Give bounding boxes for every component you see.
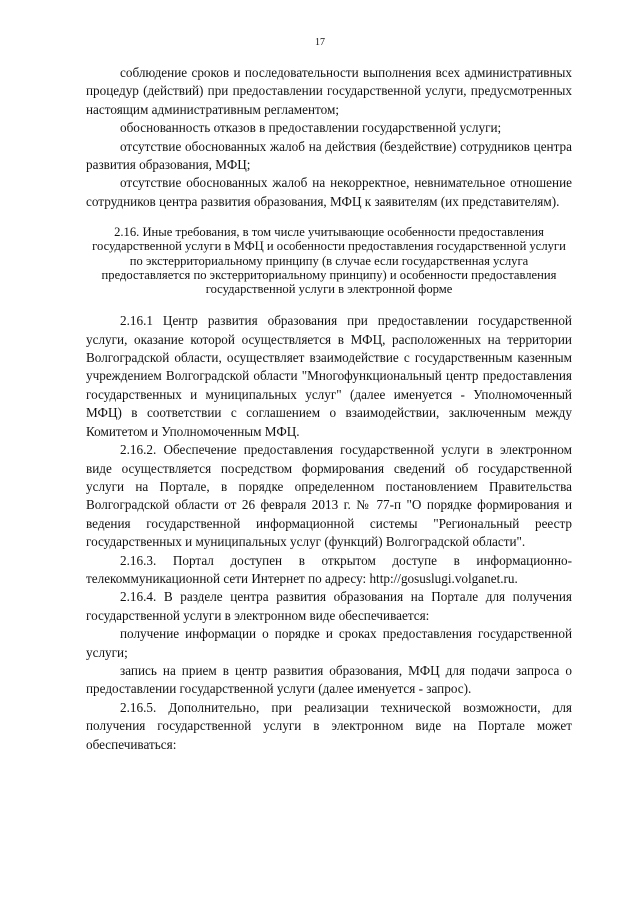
paragraph-2-16-5: 2.16.5. Дополнительно, при реализации технической возможности, для получения государственной услуги в электронном виде на Портале может обеспечиваться: xyxy=(86,699,576,752)
paragraph-appointment: запись на прием в центр развития образования, МФЦ для подачи запроса о предоставлении государственной услуги (далее именуется - запрос). xyxy=(86,662,576,697)
paragraph-no-complaints-actions: отсутствие обоснованных жалоб на действия (бездействие) сотрудников центра развития образования, МФЦ; xyxy=(86,138,576,173)
paragraph-info-receipt: получение информации о порядке и сроках предоставления государственной услуги; xyxy=(86,626,576,660)
document-body xyxy=(86,64,576,754)
paragraph-deadlines: соблюдение сроков и последовательности выполнения всех административных процедур (действий) при предоставлении государственной услуги, предусмотренных настоящим административным регламентом; xyxy=(86,65,576,117)
paragraph-2-16-3: 2.16.3. Портал доступен в открытом доступе в информационно-телекоммуникационной сети Интернет по адресу: http://gosuslugi.volganet.ru. xyxy=(86,552,572,586)
section-heading-2-16: 2.16. Иные требования, в том числе учитывающие особенности предоставления государственной услуги в МФЦ и особенности предоставления государственной услуги по экстерриториальному принципу (в случае если государственная услуга предоставляется по экстерриториальному принципу) и особенности предоставления государственной услуги в электронной форме xyxy=(92,225,569,297)
paragraph-2-16-4: 2.16.4. В разделе центра развития образования на Портале для получения государственной услуги в электронном виде обеспечивается: xyxy=(86,589,576,623)
paragraph-no-complaints-attitude: отсутствие обоснованных жалоб на некорректное, невнимательное отношение сотрудников центра развития образования, МФЦ к заявителям (их представителям). xyxy=(86,175,576,209)
page-number: 17 xyxy=(315,37,325,48)
paragraph-refusals: обоснованность отказов в предоставлении государственной услуги; xyxy=(120,120,502,136)
paragraph-2-16-1: 2.16.1 Центр развития образования при предоставлении государственной услуги, оказание которой осуществляется в МФЦ, расположенных на территории Волгоградской области, осуществляет взаимодействие с государственным казенным учреждением Волгоградской области "Многофункциональный центр предоставления государственных и муниципальных услуг" (далее именуется - Уполномоченный МФЦ) в соответствии с соглашением о взаимодействии, заключенным между Комитетом и Уполномоченным МФЦ. xyxy=(86,313,576,439)
paragraph-2-16-2: 2.16.2. Обеспечение предоставления государственной услуги в электронном виде осуществляется посредством формирования сведений об государственной услуги на Портале, в порядке определенном постановлением Правительства Волгоградской области от 26 февраля 2013 г. № 77-п "О порядке формирования и ведения государственной информационной системы "Региональный реестр государственных и муниципальных услуг (функций) Волгоградской области". xyxy=(86,442,576,550)
